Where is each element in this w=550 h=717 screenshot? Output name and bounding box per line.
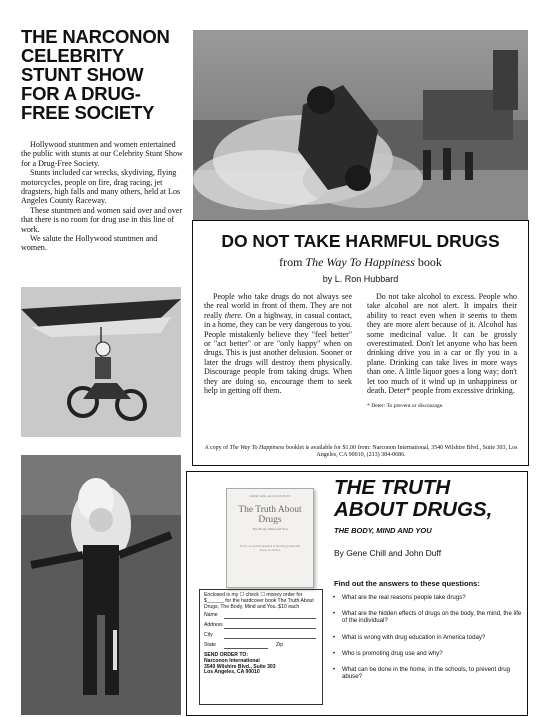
subtitle-suffix: book bbox=[414, 255, 442, 269]
intro-paragraph: These stuntmen and women said over and over that there is no room for drug use in this line of work. bbox=[21, 205, 183, 234]
text-run: booklet is available for $1.00 from: Narconon International, 3540 Wilshire Blvd., Suite 303, Los Angeles, CA 90010, (213) 384-0686. bbox=[284, 445, 518, 458]
drugs-article-author: by L. Ron Hubbard bbox=[322, 274, 399, 284]
cover-title: The Truth About Drugs bbox=[238, 505, 302, 525]
subtitle-prefix: from bbox=[279, 255, 306, 269]
car-stunt-photo bbox=[193, 30, 528, 220]
order-address-city: Los Angeles, CA 90010 bbox=[204, 669, 260, 676]
intro-paragraph: Stunts included car wrecks, skydiving, flying motorcycles, people on fire, drag racing, jet dragsters, high falls and many others, held at Los Angeles County Raceway. bbox=[21, 168, 181, 206]
cover-subtitle: The Body, Mind and You bbox=[252, 527, 288, 531]
city-label: City bbox=[204, 631, 213, 638]
book-cover-image bbox=[226, 488, 314, 588]
subtitle-book: The Way To Happiness bbox=[305, 255, 415, 269]
drugs-article-subtitle bbox=[193, 255, 528, 270]
address-field[interactable] bbox=[204, 621, 318, 631]
city-field[interactable] bbox=[204, 631, 318, 641]
drugs-paragraph bbox=[204, 292, 352, 395]
question-item: • What is wrong with drug education in America today? bbox=[330, 634, 525, 641]
questions-list bbox=[330, 594, 525, 689]
order-address-org: Narconon International bbox=[204, 657, 260, 664]
hang-glider-stunt-photo bbox=[21, 287, 181, 437]
name-field[interactable] bbox=[204, 611, 318, 621]
order-form bbox=[199, 589, 323, 705]
send-order-label: SEND ORDER TO: bbox=[204, 651, 249, 658]
question-item: • Who is promoting drug use and why? bbox=[330, 650, 525, 657]
alcohol-paragraph: Do not take alcohol to excess. People who take alcohol are not alert. It impairs their ability to react even when it seems to them they are more alert because of it. Alcohol has some medicinal value. It can be grossly overestimated. Don't let anyone who has been drinking drive you in a car or fly you in a plane. Drinking can take lives in more ways than one. A little liquor goes a long way; don't let too much of it wind up in unhappiness or death. Deter* people from excessive drinking. bbox=[367, 292, 517, 396]
zip-label: Zip bbox=[276, 641, 284, 648]
page-headline: THE NARCONON CELEBRITY STUNT SHOW FOR A DRUG-FREE SOCIETY bbox=[21, 26, 170, 123]
drugs-article-box bbox=[192, 220, 529, 466]
intro-paragraph: Hollywood stuntmen and women entertained the public with stunts at our Celebrity Stunt Show for a Drug-Free Society. bbox=[21, 140, 183, 168]
question-item: • What are the real reasons people take drugs? bbox=[330, 594, 525, 601]
cover-blurb: In fact, an essential appraisal of the drug problem and what to do about it. bbox=[239, 545, 301, 552]
drugs-column-1 bbox=[204, 292, 352, 395]
intro-text bbox=[21, 140, 183, 253]
state-zip-field[interactable] bbox=[204, 641, 318, 651]
drugs-article-title: DO NOT TAKE HARMFUL DRUGS bbox=[221, 231, 500, 251]
fire-stunt-photo bbox=[21, 455, 181, 715]
book-authors: By Gene Chill and John Duff bbox=[334, 548, 442, 558]
book-ad-box bbox=[186, 471, 528, 716]
question-item: • What can be done in the home, in the schools, to prevent drug abuse? bbox=[330, 666, 525, 680]
footnote: * Deter: To prevent or discourage. bbox=[367, 403, 444, 409]
question-item: • What are the hidden effects of drugs on the body, the mind, the life of the individual? bbox=[330, 610, 525, 624]
order-form-intro: Enclosed is my ☐ check ☐ money order for $______ for the hardcover book The Truth About Drugs, The Body, Mind and You. $10 each bbox=[204, 592, 314, 610]
address-label: Address bbox=[204, 621, 223, 628]
text-run: A copy of bbox=[204, 445, 230, 451]
order-address-street: 3540 Wilshire Blvd., Suite 303 bbox=[204, 663, 276, 670]
book-title: THE TRUTH ABOUT DRUGS, bbox=[334, 476, 493, 521]
intro-paragraph: We salute the Hollywood stuntmen and women. bbox=[21, 234, 158, 253]
book-subtitle: THE BODY, MIND AND YOU bbox=[334, 526, 432, 535]
name-label: Name bbox=[204, 611, 218, 618]
cover-authors: GENE CHILL and JOHN DUFF bbox=[249, 494, 291, 498]
copy-availability-note bbox=[203, 445, 519, 459]
questions-heading: Find out the answers to these questions: bbox=[334, 579, 480, 588]
emphasis: there. bbox=[224, 310, 243, 320]
text-run: On a highway, in casual contact, in a home, they can be very dangerous to you. People mistakenly believe they "feel better" or "act better" or are "only happy" when on drugs. This is just another delusion. Sooner or later the drugs will destroy them physically. Discourage people from taking drugs. When they are doing so, encourage them to seek help in getting off them. bbox=[204, 310, 352, 396]
state-label: State bbox=[204, 641, 216, 648]
drugs-column-2 bbox=[367, 292, 517, 395]
text-run: People who take drugs do not always see the real world in front of them. They are not really bbox=[204, 292, 352, 320]
emphasis: The Way To Happiness bbox=[229, 445, 285, 451]
